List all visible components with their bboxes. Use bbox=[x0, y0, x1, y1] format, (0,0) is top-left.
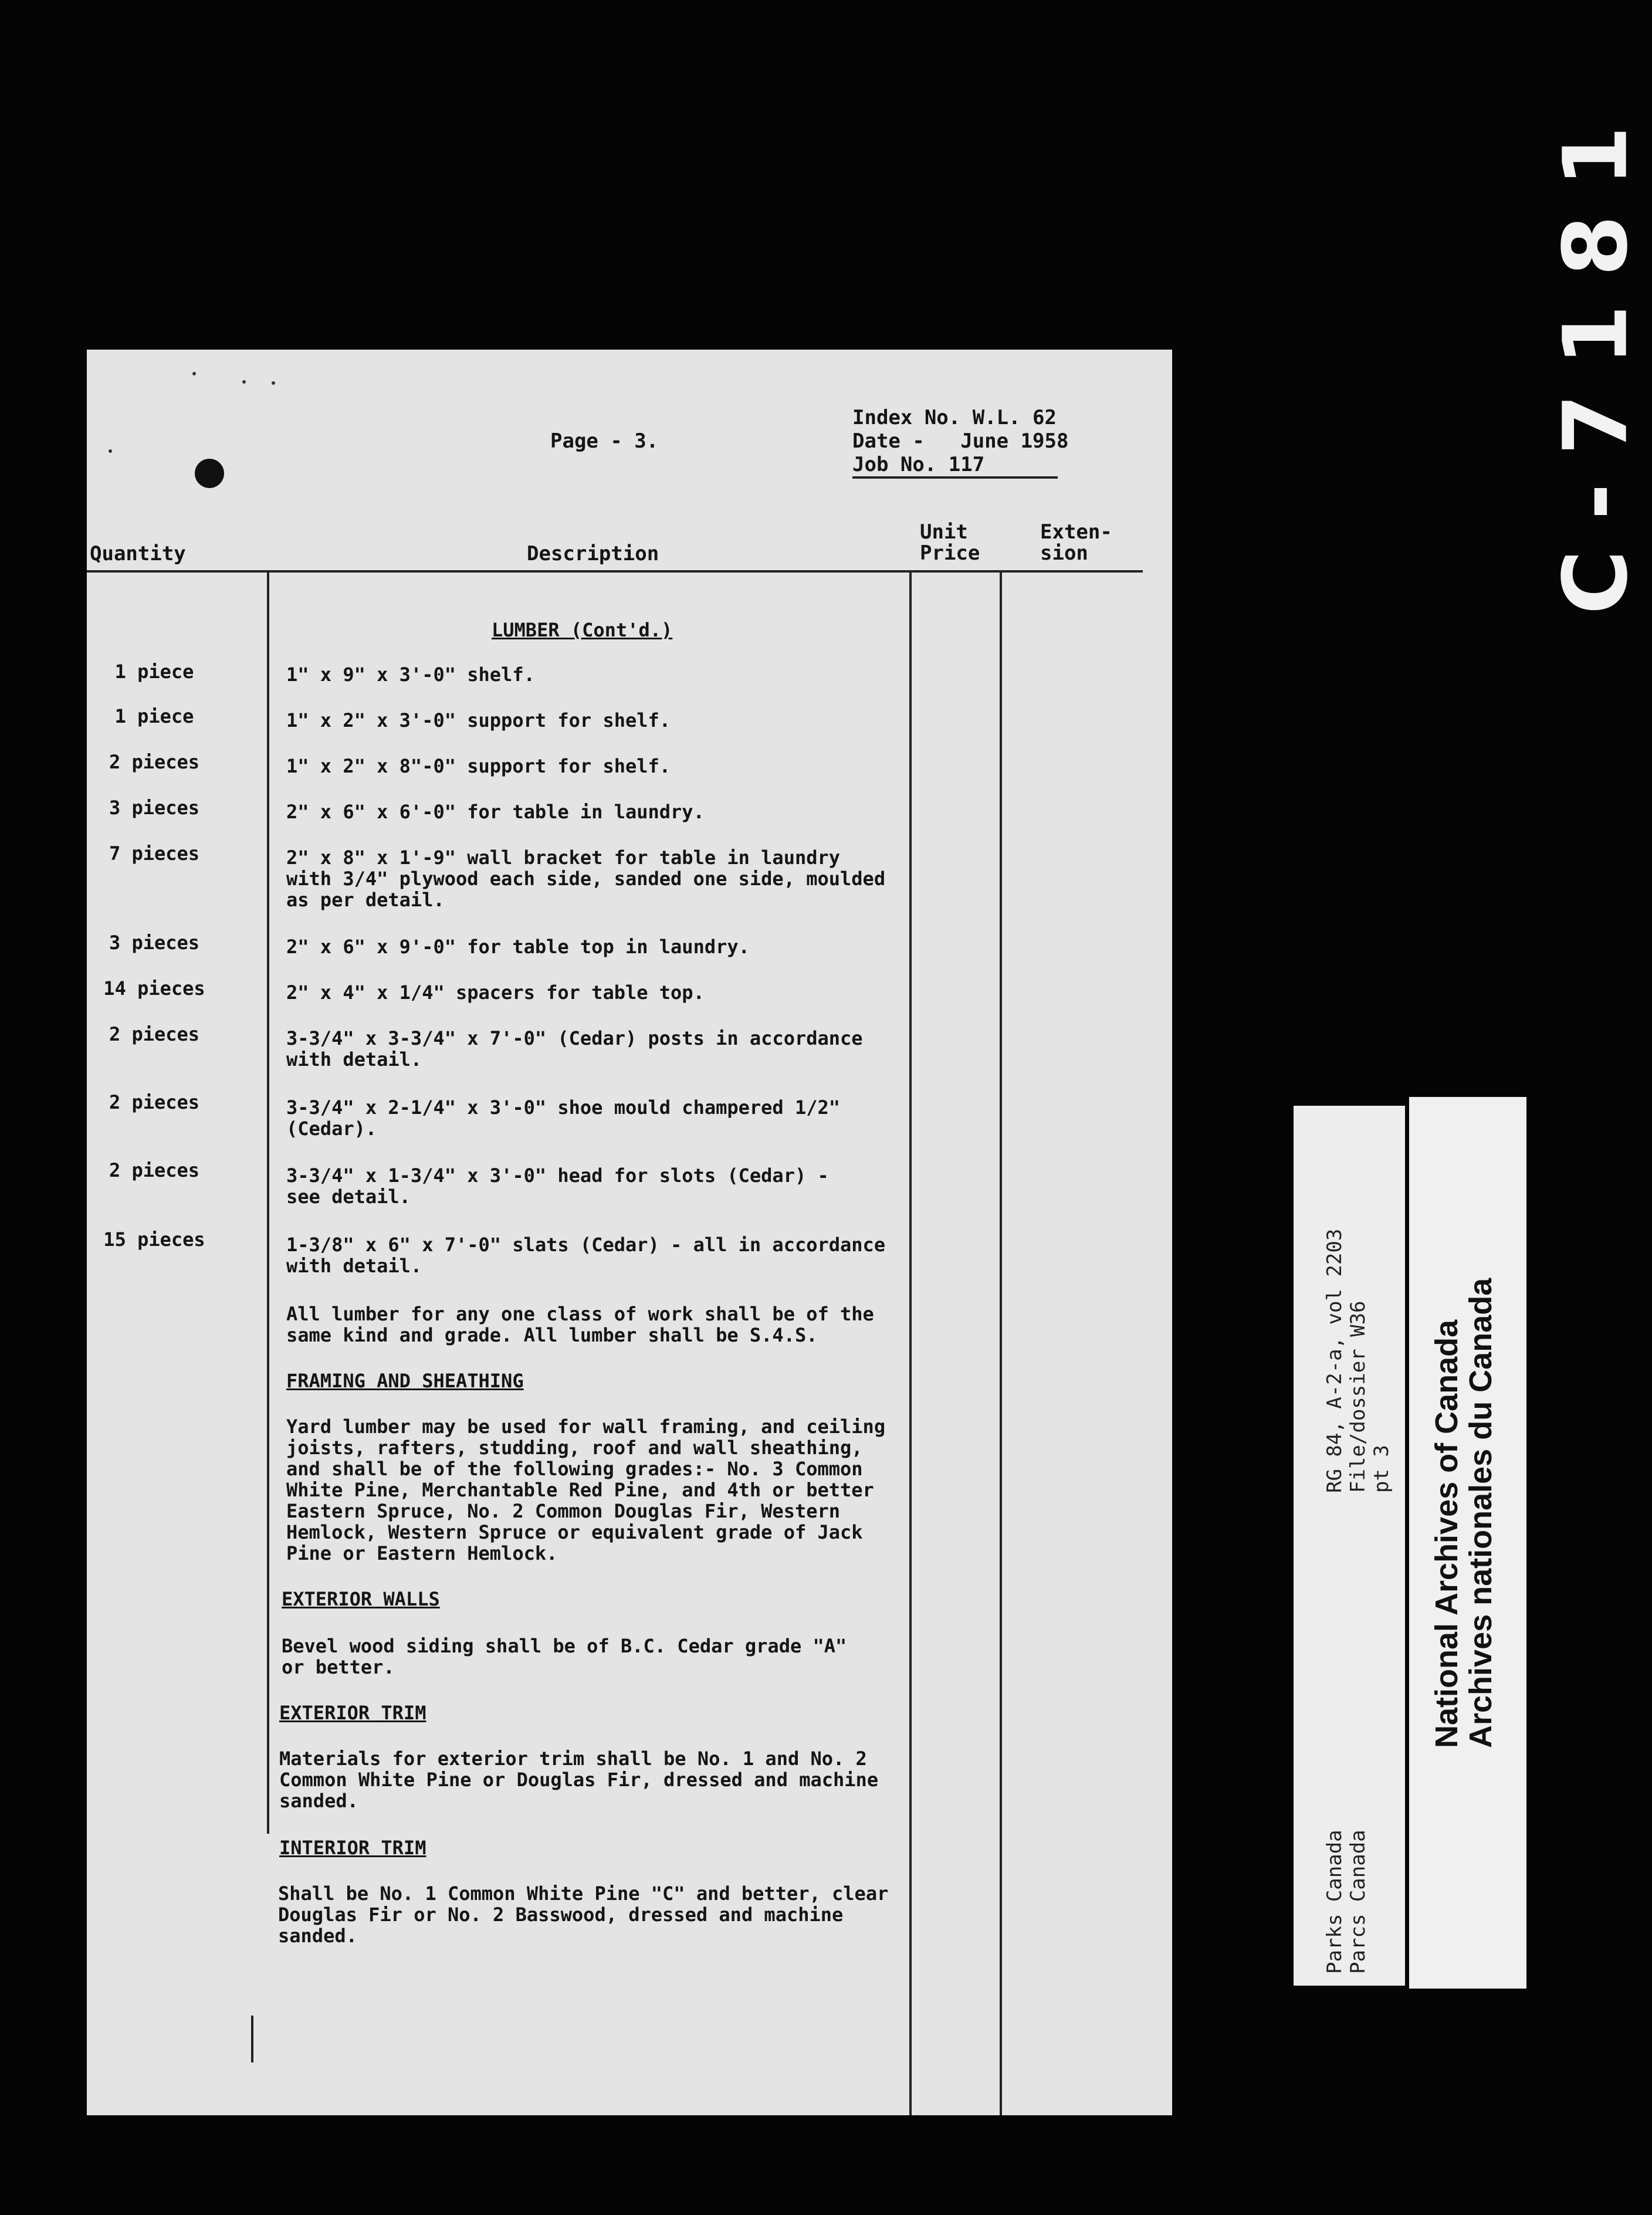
item-quantity: 2 pieces bbox=[109, 1023, 200, 1045]
microfilm-reel-number: C-7181 bbox=[1545, 97, 1647, 615]
column-header-unit-price: Unit Price bbox=[920, 520, 980, 565]
document-page bbox=[87, 350, 1172, 2115]
archive-name-label bbox=[1409, 1097, 1526, 1989]
archive-name: National Archives of Canada Archives nationales du Canada bbox=[1429, 1278, 1498, 1748]
item-description: 1" x 9" x 3'-0" shelf. bbox=[286, 663, 535, 686]
section-heading: EXTERIOR WALLS bbox=[282, 1588, 440, 1610]
index-number: Index No. W.L. 62 bbox=[852, 406, 1057, 429]
item-description: 3-3/4" x 2-1/4" x 3'-0" shoe mould champered 1/2" (Cedar). bbox=[286, 1096, 841, 1140]
section-heading: EXTERIOR TRIM bbox=[279, 1702, 426, 1724]
item-description: 3-3/4" x 3-3/4" x 7'-0" (Cedar) posts in accordance with detail. bbox=[286, 1027, 863, 1071]
punch-hole bbox=[195, 459, 224, 488]
speck bbox=[242, 380, 246, 384]
item-quantity: 7 pieces bbox=[109, 842, 200, 865]
header-rule bbox=[87, 570, 1143, 573]
lumber-note: All lumber for any one class of work shall be of the same kind and grade. All lumber shall be S.4.S. bbox=[286, 1303, 874, 1346]
item-quantity: 14 pieces bbox=[103, 977, 205, 1000]
job-number: Job No. 117 bbox=[852, 453, 1058, 479]
item-quantity: 1 piece bbox=[114, 705, 194, 727]
section-text: Materials for exterior trim shall be No. 1 and No. 2 Common White Pine or Douglas Fir, dressed and machine sanded. bbox=[279, 1747, 879, 1812]
page-number: Page - 3. bbox=[550, 429, 659, 453]
file-reference: RG 84, A-2-a, vol 2203 File/dossier W36 pt 3 bbox=[1323, 1228, 1393, 1493]
item-description: 1" x 2" x 8"-0" support for shelf. bbox=[286, 755, 671, 777]
date: Date - June 1958 bbox=[852, 429, 1069, 453]
column-rule-fragment bbox=[251, 2016, 253, 2062]
item-quantity: 3 pieces bbox=[109, 797, 200, 819]
item-quantity: 1 piece bbox=[114, 661, 194, 683]
item-description: 2" x 8" x 1'-9" wall bracket for table in laundry with 3/4" plywood each side, sanded one side, moulded as per detail. bbox=[286, 846, 886, 911]
item-description: 2" x 6" x 6'-0" for table in laundry. bbox=[286, 801, 705, 823]
item-description: 3-3/4" x 1-3/4" x 3'-0" head for slots (Cedar) - see detail. bbox=[286, 1164, 829, 1208]
section-text: Bevel wood siding shall be of B.C. Cedar grade "A" or better. bbox=[282, 1635, 847, 1678]
speck bbox=[272, 381, 275, 385]
item-quantity: 3 pieces bbox=[109, 932, 200, 954]
item-quantity: 2 pieces bbox=[109, 1159, 200, 1181]
section-heading: FRAMING AND SHEATHING bbox=[286, 1370, 524, 1392]
item-quantity: 2 pieces bbox=[109, 751, 200, 773]
item-description: 1-3/8" x 6" x 7'-0" slats (Cedar) - all in accordance with detail. bbox=[286, 1234, 886, 1277]
column-header-description: Description bbox=[527, 542, 659, 565]
agency-name: Parks Canada Parcs Canada bbox=[1323, 1830, 1370, 1974]
section-title: LUMBER (Cont'd.) bbox=[492, 619, 673, 641]
column-rule bbox=[267, 573, 269, 1834]
speck bbox=[192, 372, 196, 375]
section-text: Shall be No. 1 Common White Pine "C" and better, clear Douglas Fir or No. 2 Basswood, dressed and machine sanded. bbox=[278, 1882, 889, 1947]
section-heading: INTERIOR TRIM bbox=[279, 1837, 426, 1859]
item-quantity: 15 pieces bbox=[103, 1228, 205, 1251]
item-description: 1" x 2" x 3'-0" support for shelf. bbox=[286, 709, 671, 731]
column-header-quantity: Quantity bbox=[90, 542, 186, 565]
section-text: Yard lumber may be used for wall framing, and ceiling joists, rafters, studding, roof and wall sheathing, and shall be of the following grades:- No. 3 Common White Pine, Merchantable Red Pine, and 4th or better Eastern Spruce, No. 2 Common Douglas Fir, Western Hemlock, Western Spruce or equivalent grade of Jack Pine or Eastern Hemlock. bbox=[286, 1415, 886, 1564]
speck bbox=[109, 449, 112, 453]
item-description: 2" x 4" x 1/4" spacers for table top. bbox=[286, 981, 705, 1004]
column-header-extension: Exten- sion bbox=[1040, 520, 1112, 565]
item-description: 2" x 6" x 9'-0" for table top in laundry. bbox=[286, 936, 750, 958]
header-info bbox=[852, 406, 1068, 479]
item-quantity: 2 pieces bbox=[109, 1091, 200, 1113]
column-rule bbox=[1000, 573, 1002, 2115]
archive-reference-label bbox=[1294, 1106, 1405, 1986]
